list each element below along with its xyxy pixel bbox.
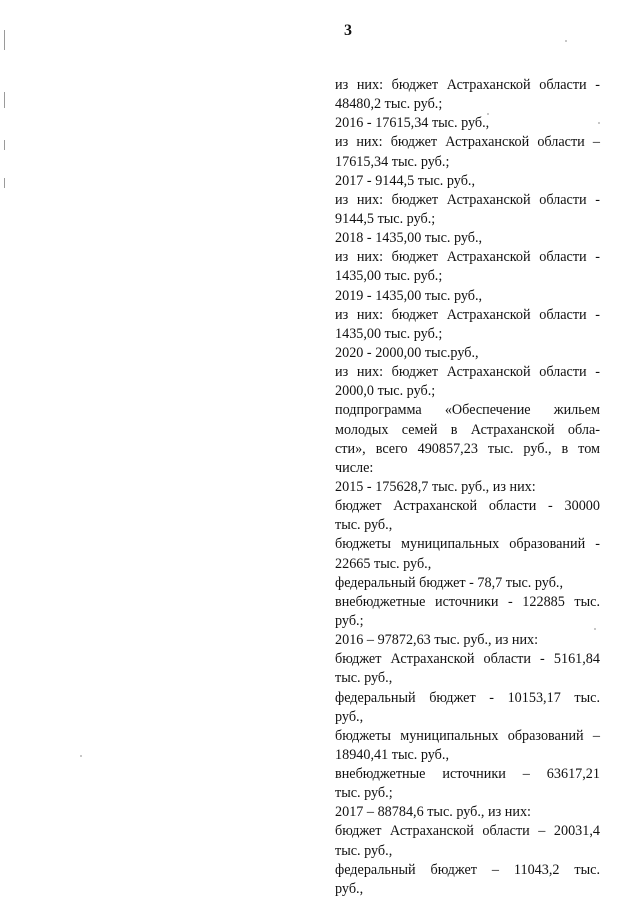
text-line: 48480,2 тыс. руб.; — [335, 96, 443, 113]
text-line: 2018 - 1435,00 тыс. руб., — [335, 230, 483, 247]
text-line: федеральный бюджет – 11043,2 тыс. — [335, 861, 600, 878]
text-line: федеральный бюджет - 10153,17 тыс. — [335, 689, 600, 706]
text-line: сти», всего 490857,23 тыс. руб., в том — [335, 440, 600, 457]
text-line: внебюджетные источники - 122885 тыс. — [335, 593, 600, 610]
text-line: руб.; — [335, 612, 364, 629]
text-line: из них: бюджет Астраханской области - — [335, 249, 600, 266]
text-line: 1435,00 тыс. руб.; — [335, 325, 443, 342]
text-line: 2000,0 тыс. руб.; — [335, 383, 436, 400]
text-line: 1435,00 тыс. руб.; — [335, 268, 443, 285]
text-line: из них: бюджет Астраханской области - — [335, 77, 600, 93]
text-line: 22665 тыс. руб., — [335, 555, 432, 572]
text-line: из них: бюджет Астраханской области - — [335, 364, 600, 381]
text-line: 17615,34 тыс. руб.; — [335, 153, 450, 170]
text-line: из них: бюджет Астраханской области - — [335, 306, 600, 323]
text-line: бюджеты муниципальных образований – — [335, 727, 600, 744]
text-line: 2016 – 97872,63 тыс. руб., из них: — [335, 632, 539, 649]
text-line: 18940,41 тыс. руб., — [335, 746, 449, 763]
scan-margin-mark — [4, 92, 5, 108]
text-line: внебюджетные источники – 63617,21 — [335, 766, 600, 783]
text-line: молодых семей в Астраханской обла- — [335, 421, 600, 438]
text-line: 2017 - 9144,5 тыс. руб., — [335, 172, 476, 189]
text-line: 2017 – 88784,6 тыс. руб., из них: — [335, 804, 531, 821]
scan-margin-mark — [4, 30, 5, 50]
scan-margin-mark — [4, 178, 5, 188]
text-line: тыс. руб., — [335, 517, 393, 534]
text-line: 2020 - 2000,00 тыс.руб., — [335, 344, 479, 361]
scan-speck — [565, 40, 567, 42]
text-line: руб., — [335, 708, 364, 725]
scan-margin-mark — [4, 140, 5, 150]
text-line: федеральный бюджет - 78,7 тыс. руб., — [335, 574, 564, 591]
text-line: тыс. руб., — [335, 670, 393, 687]
text-line: бюджет Астраханской области - 30000 — [335, 498, 600, 515]
text-line: тыс. руб., — [335, 842, 393, 859]
text-line: 9144,5 тыс. руб.; — [335, 210, 436, 227]
scan-speck — [80, 755, 82, 757]
text-line: 2016 - 17615,34 тыс. руб., — [335, 115, 490, 132]
text-line: из них: бюджет Астраханской области - — [335, 191, 600, 208]
text-line: 2019 - 1435,00 тыс. руб., — [335, 287, 483, 304]
page-number: 3 — [344, 22, 352, 39]
text-line: 2015 - 175628,7 тыс. руб., из них: — [335, 478, 536, 495]
text-line: бюджет Астраханской области – 20031,4 — [335, 823, 600, 840]
text-line: числе: — [335, 459, 374, 476]
text-line: подпрограмма «Обеспечение жильем — [335, 402, 600, 419]
text-line: тыс. руб.; — [335, 785, 393, 802]
text-line: из них: бюджет Астраханской области – — [335, 134, 600, 151]
text-line: бюджеты муниципальных образований - — [335, 536, 600, 553]
text-line: бюджет Астраханской области - 5161,84 — [335, 651, 600, 668]
text-column — [335, 76, 600, 899]
text-line: руб., — [335, 880, 364, 897]
